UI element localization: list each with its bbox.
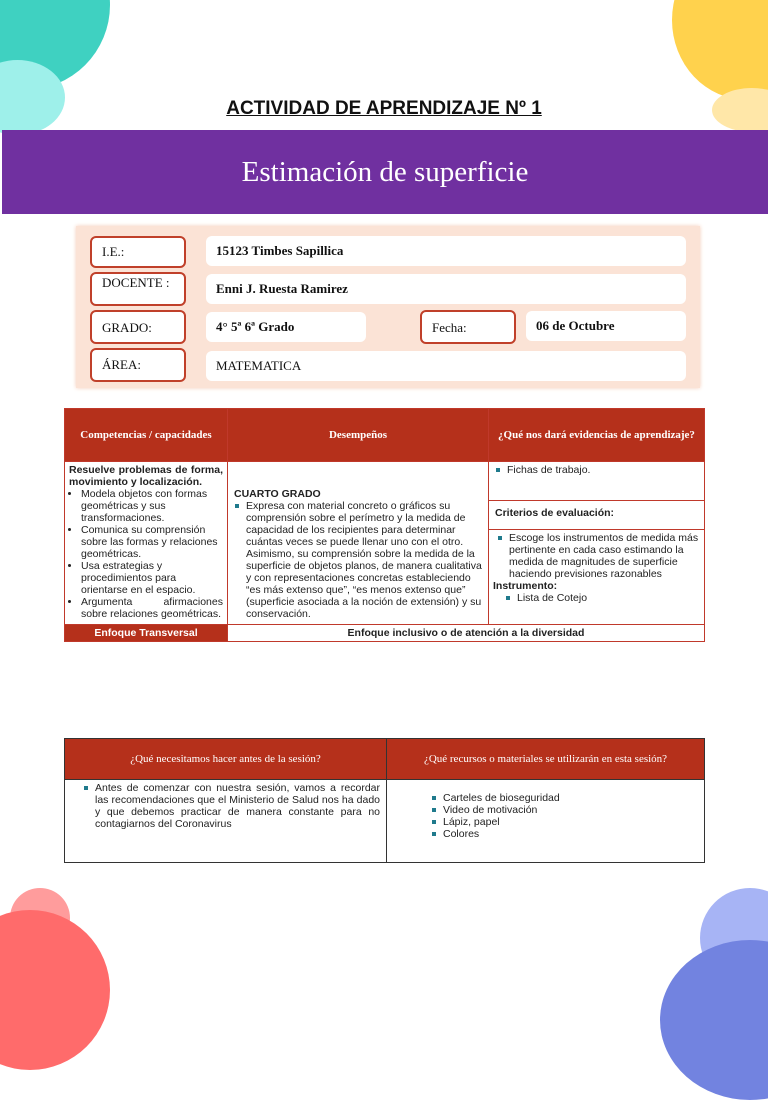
fecha-label: Fecha: — [420, 310, 516, 344]
enfoque-value: Enfoque inclusivo o de atención a la diversidad — [228, 625, 705, 642]
list-item: • Modela objetos con formas geométricas y sus transformaciones. — [81, 488, 223, 524]
sesion-table — [64, 738, 705, 863]
recursos-list — [391, 792, 700, 840]
grado-value: 4° 5ª 6ª Grado — [206, 312, 366, 342]
desempenos-cell — [228, 462, 489, 625]
desempenos-list — [234, 500, 482, 620]
page-heading: ACTIVIDAD DE APRENDIZAJE Nº 1 — [226, 98, 542, 119]
enfoque-label: Enfoque Transversal — [65, 625, 228, 642]
docente-value: Enni J. Ruesta Ramirez — [206, 274, 686, 304]
decor-blob-yellow — [672, 0, 768, 100]
list-item: • Usa estrategias y procedimientos para orientarse en el espacio. — [81, 560, 223, 596]
ie-label: I.E.: — [90, 236, 186, 268]
decor-blob-red — [0, 910, 110, 1070]
capacidades-list — [69, 488, 223, 620]
area-label: ÁREA: — [90, 348, 186, 382]
competencia-text: Resuelve problemas de forma, movimiento y localización. — [69, 464, 223, 488]
antes-cell — [65, 780, 387, 863]
recursos-cell — [387, 780, 705, 863]
header-desempenos: Desempeños — [228, 409, 489, 462]
list-item: Fichas de trabajo. — [507, 464, 700, 476]
instrumento-title: Instrumento: — [493, 580, 558, 592]
list-item: Carteles de bioseguridad — [443, 792, 700, 804]
grado-label: GRADO: — [90, 310, 186, 344]
competencias-table — [64, 408, 705, 642]
decor-blob-blue — [660, 940, 768, 1100]
competencias-cell — [65, 462, 228, 625]
header-recursos: ¿Qué recursos o materiales se utilizarán en esta sesión? — [387, 739, 705, 780]
header-antes: ¿Qué necesitamos hacer antes de la sesión? — [65, 739, 387, 780]
list-item: Lápiz, papel — [443, 816, 700, 828]
title-banner — [2, 130, 768, 214]
list-item: Lista de Cotejo — [517, 592, 700, 604]
evidencias-cell — [489, 462, 705, 501]
list-item: Expresa con material concreto o gráficos su comprensión sobre el perímetro y la medida de capacidad de los recipientes para determinar cuántas veces se puede llenar uno con el otro. Asimismo, su comprensión sobre la medida de la superficie de objetos planos, de manera cualitativa y con representaciones concretas estableciendo “es más extenso que”, “es menos extenso que” (superficie asociada a la noción de extensión) y su conservación. — [246, 500, 482, 620]
list-item: • Comunica su comprensión sobre las formas y relaciones geométricas. — [81, 524, 223, 560]
ie-value: 15123 Timbes Sapillica — [206, 236, 686, 266]
criterios-cell — [489, 530, 705, 625]
list-item: Escoge los instrumentos de medida más pertinente en cada caso estimando la medida de magnitudes de superficie haciendo previsiones razonables — [509, 532, 699, 580]
header-competencias: Competencias / capacidades — [65, 409, 228, 462]
criterios-title: Criterios de evaluación: — [489, 501, 705, 530]
list-item: • Argumenta afirmaciones sobre relaciones geométricas. — [81, 596, 223, 620]
fecha-value: 06 de Octubre — [526, 311, 686, 341]
info-panel — [76, 226, 700, 388]
list-item: Colores — [443, 828, 700, 840]
banner-title: Estimación de superficie — [241, 155, 529, 188]
list-item: Video de motivación — [443, 804, 700, 816]
header-evidencias: ¿Qué nos dará evidencias de aprendizaje? — [489, 409, 705, 462]
docente-label: DOCENTE : — [90, 272, 186, 306]
area-value: MATEMATICA — [206, 351, 686, 381]
list-item: Antes de comenzar con nuestra sesión, vamos a recordar las recomendaciones que el Ministerio de Salud nos ha dado y que debemos practicar de manera constante para no contagiarnos del Coronavirus — [95, 782, 380, 830]
grado-title: CUARTO GRADO — [234, 488, 321, 500]
